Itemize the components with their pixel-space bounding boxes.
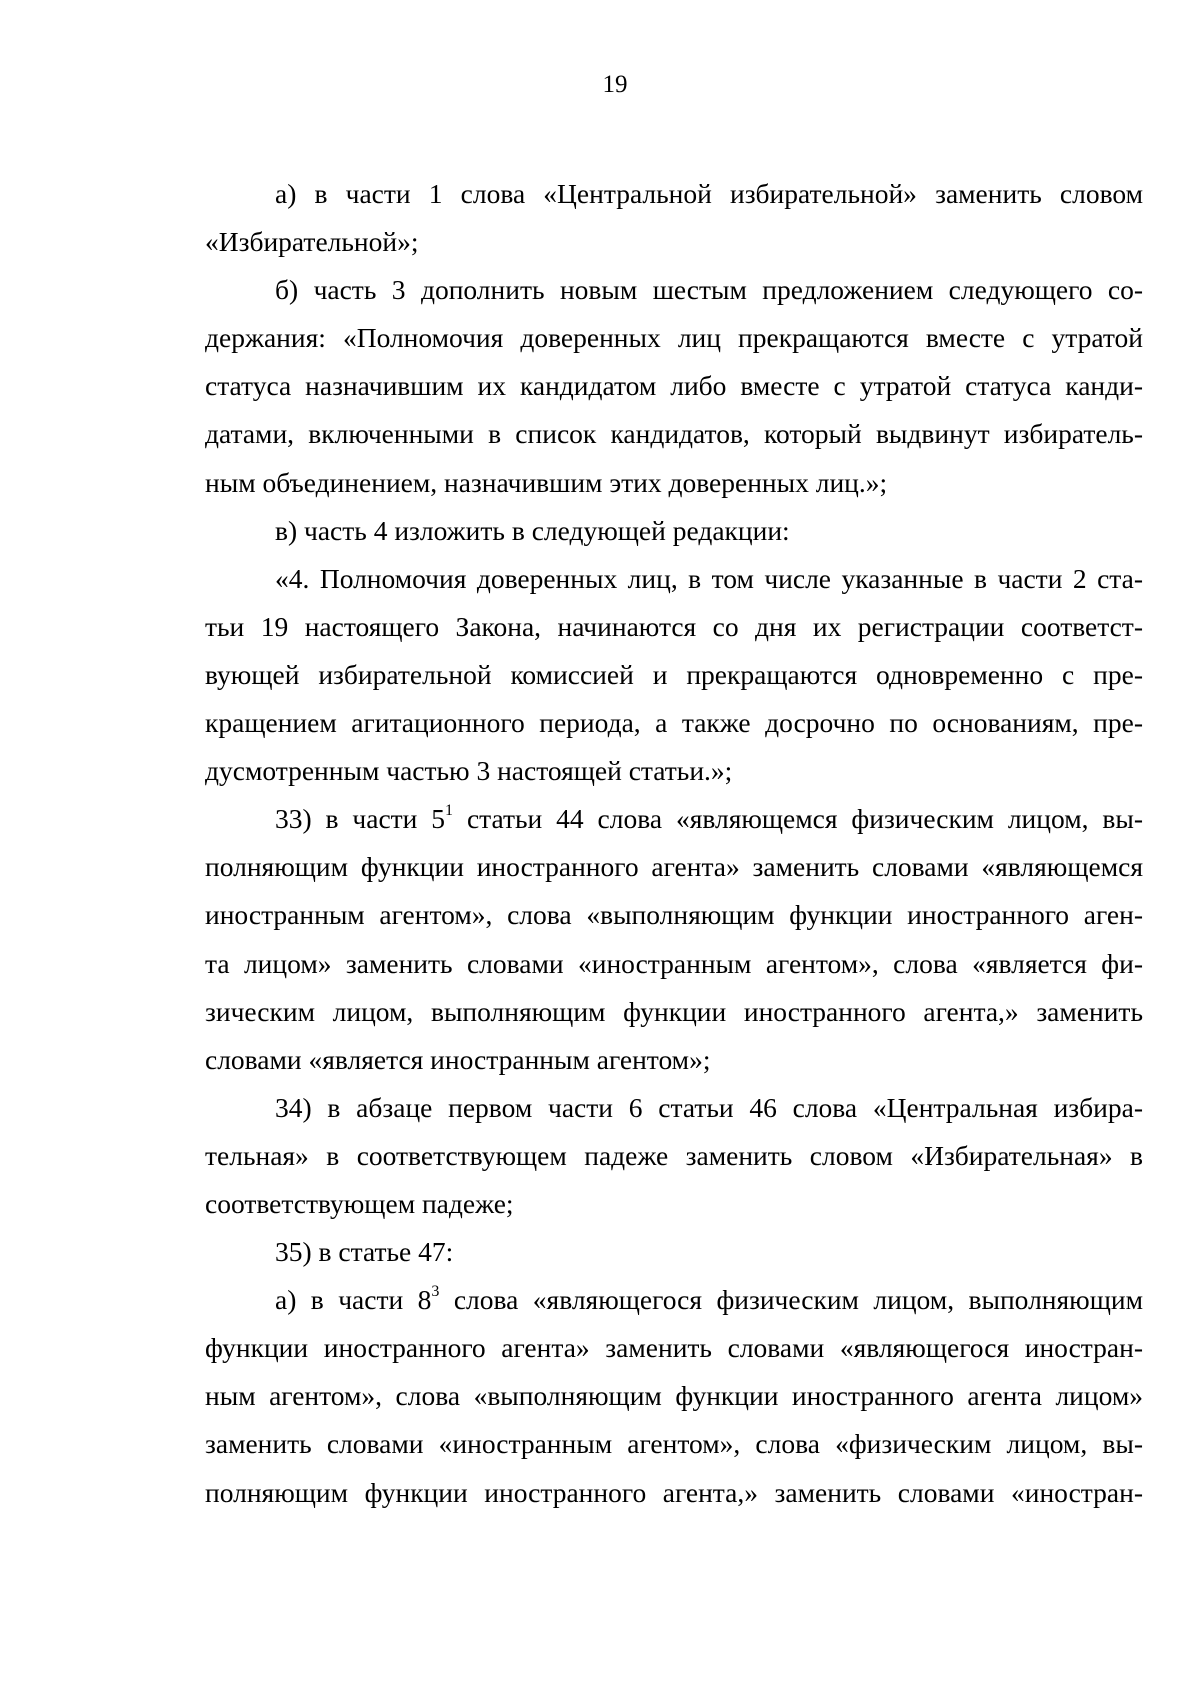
text-line: заменить словами «иностранным агентом», слова «физическим лицом, вы- (205, 1428, 1143, 1460)
text-line: тьи 19 настоящего Закона, начинаются со дня их регистрации соответст- (205, 610, 1143, 642)
text-line: «4. Полномочия доверенных лиц, в том числе указанные в части 2 ста- (275, 562, 1143, 594)
text-line: кращением агитационного периода, а также досрочно по основаниям, пре- (205, 707, 1143, 739)
text-line: датами, включенными в список кандидатов, который выдвинут избиратель- (205, 418, 1143, 450)
text-line: ным объединением, назначившим этих доверенных лиц.»; (205, 466, 888, 498)
superscript: 1 (445, 802, 454, 820)
page-number: 19 (602, 71, 628, 98)
paragraph-item-35 (205, 1228, 1143, 1276)
paragraph-item-b-part3 (205, 266, 1143, 506)
text-line: иностранным агентом», слова «выполняющим функции иностранного аген- (205, 899, 1143, 931)
text-line: тельная» в соответствующем падеже заменить словом «Избирательная» в (205, 1139, 1143, 1171)
text-line: 35) в статье 47: (275, 1236, 454, 1268)
text-fragment: статьи 44 слова «являющемся физическим лицом, вы- (453, 803, 1143, 835)
text-line: статуса назначившим их кандидатом либо вместе с утратой статуса канди- (205, 370, 1143, 402)
paragraph-item-v-part4 (205, 507, 1143, 555)
text-fragment: слова «являющегося физическим лицом, выполняющим (439, 1284, 1143, 1316)
text-line: словами «является иностранным агентом»; (205, 1043, 711, 1075)
text-line: дусмотренным частью 3 настоящей статьи.»; (205, 755, 733, 787)
text-line: в) часть 4 изложить в следующей редакции: (275, 514, 790, 546)
text-line: вующей избирательной комиссией и прекращаются одновременно с пре- (205, 658, 1143, 690)
paragraph-item-33 (205, 795, 1143, 1084)
text-line: функции иностранного агента» заменить словами «являющегося иностран- (205, 1332, 1143, 1364)
text-line: полняющим функции иностранного агента» заменить словами «являющемся (205, 851, 1143, 883)
text-line: держания: «Полномочия доверенных лиц прекращаются вместе с утратой (205, 322, 1143, 354)
paragraph-item-a-part8 (205, 1276, 1143, 1516)
text-line: зическим лицом, выполняющим функции иностранного агента,» заменить (205, 995, 1143, 1027)
text-line-with-superscript (205, 1276, 1143, 1324)
superscript: 3 (431, 1283, 440, 1300)
document-body (205, 170, 1143, 1517)
text-line: ным агентом», слова «выполняющим функции иностранного агента лицом» (205, 1380, 1143, 1412)
text-line: б) часть 3 дополнить новым шестым предложением следующего со- (275, 274, 1143, 306)
text-line: а) в части 1 слова «Центральной избирательной» заменить словом (275, 178, 1143, 209)
text-line: та лицом» заменить словами «иностранным агентом», слова «является фи- (205, 947, 1143, 979)
paragraph-quoted-part4 (205, 555, 1143, 795)
text-line: 34) в абзаце первом части 6 статьи 46 слова «Центральная избира- (275, 1091, 1143, 1123)
text-line: полняющим функции иностранного агента,» заменить словами «иностран- (205, 1476, 1143, 1508)
paragraph-item-34 (205, 1084, 1143, 1228)
text-fragment: а) в части 8 (275, 1284, 432, 1316)
text-line: соответствующем падеже; (205, 1187, 514, 1219)
text-line-with-superscript (205, 795, 1143, 843)
text-line: «Избирательной»; (205, 226, 419, 258)
text-fragment: 33) в части 5 (275, 803, 446, 835)
paragraph-item-a-part1 (205, 170, 1143, 266)
